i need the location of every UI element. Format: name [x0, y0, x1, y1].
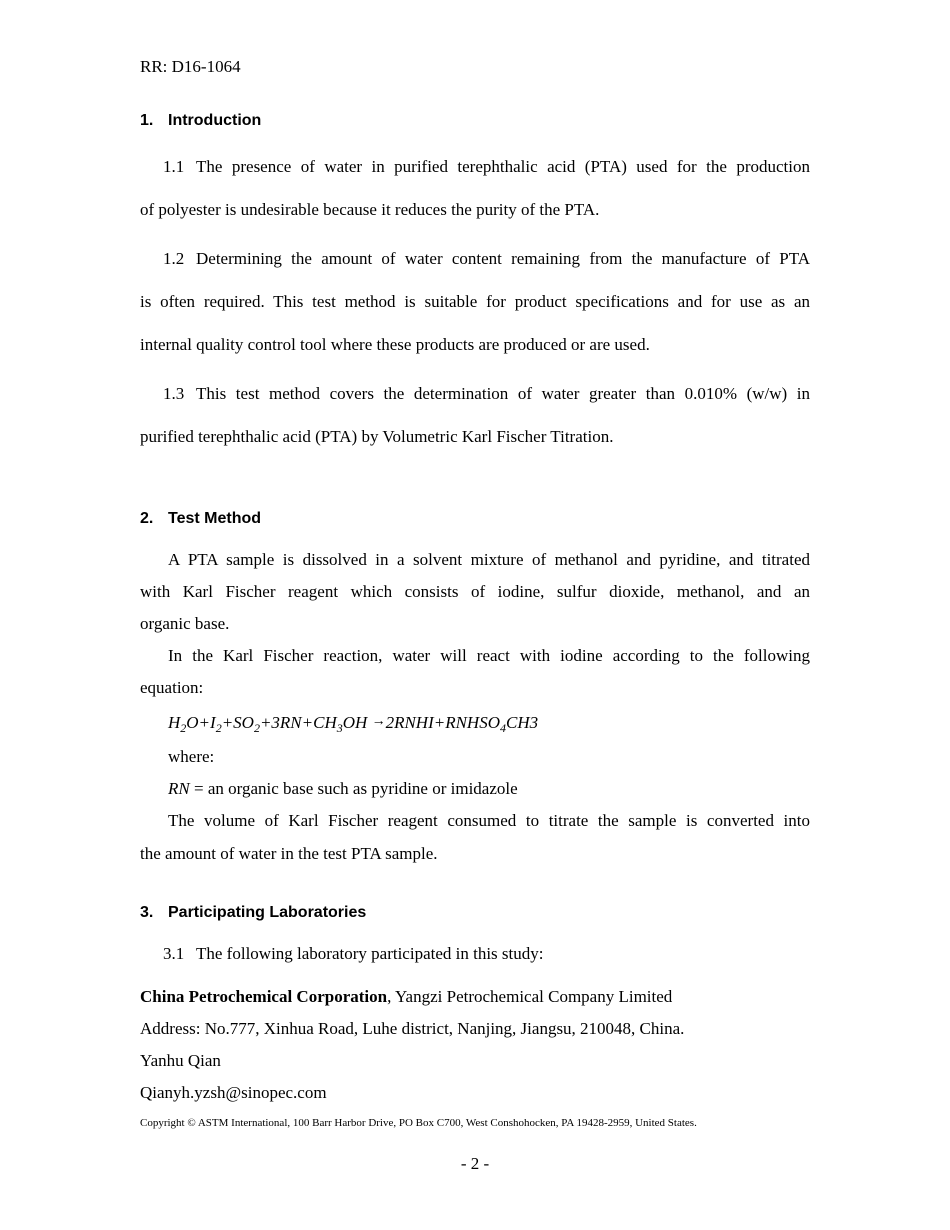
paragraph-1-2-line-1: 1.2 Determining the amount of water content remaining from the manufacture of PTA — [163, 249, 810, 268]
paragraph-3-1-number: 3.1 — [163, 944, 185, 963]
paragraph-1-3-line-1: 1.3 This test method covers the determination of water greater than 0.010% (w/w) in — [163, 384, 810, 403]
section-2-number: 2. — [140, 510, 154, 527]
lab-org-name: China Petrochemical Corporation — [140, 987, 388, 1006]
section-3-number: 3. — [140, 904, 154, 921]
karl-fischer-equation: $H_2O+I_2+SO_2+3RN+CH_3OH$ $\to 2RNHI+RNHSO_4CH3$ — [168, 713, 539, 735]
rn-symbol: RN — [168, 779, 190, 798]
lab-contact-name: Yanhu Qian — [140, 1051, 221, 1070]
lab-organization — [140, 987, 810, 1007]
method-para-2-line-2: equation: — [140, 678, 204, 697]
section-1-number: 1. — [140, 112, 154, 129]
report-id: RR: D16-1064 — [140, 57, 241, 76]
paragraph-1-3-line-2: purified terephthalic acid (PTA) by Volumetric Karl Fischer Titration. — [140, 427, 614, 446]
section-1-title: Introduction — [168, 112, 262, 129]
paragraph-1-1-line-2: of polyester is undesirable because it reduces the purity of the PTA. — [140, 200, 600, 219]
section-1-heading — [140, 112, 261, 130]
rn-definition: RN = an organic base such as pyridine or imidazole — [168, 779, 518, 798]
paragraph-1-1-line-1: 1.1 The presence of water in purified terephthalic acid (PTA) used for the production — [163, 157, 810, 176]
page-number: - 2 - — [460, 1154, 490, 1173]
reaction-arrow-icon: → — [371, 714, 386, 729]
method-para-1-line-1: A PTA sample is dissolved in a solvent mixture of methanol and pyridine, and titrated — [168, 550, 810, 569]
paragraph-1-2-line-2: is often required. This test method is suitable for product specifications and for use as an — [140, 292, 810, 311]
paragraph-1-1-number: 1.1 — [163, 157, 185, 176]
section-2-title: Test Method — [168, 510, 262, 527]
paragraph-1-2-number: 1.2 — [163, 249, 185, 268]
lab-company-name: , Yangzi Petrochemical Company Limited — [387, 987, 673, 1006]
section-3-title: Participating Laboratories — [168, 904, 367, 921]
paragraph-1-3-number: 1.3 — [163, 384, 185, 403]
lab-contact-email: Qianyh.yzsh@sinopec.com — [140, 1083, 327, 1102]
paragraph-3-1: 3.1 The following laboratory participated in this study: — [163, 944, 544, 963]
method-para-1-line-2: with Karl Fischer reagent which consists of iodine, sulfur dioxide, methanol, and an — [140, 582, 810, 601]
section-2-heading — [140, 510, 261, 528]
method-para-1-line-3: organic base. — [140, 614, 230, 633]
method-para-3-line-1: The volume of Karl Fischer reagent consumed to titrate the sample is converted into — [168, 811, 810, 830]
copyright-notice: Copyright © ASTM International, 100 Barr Harbor Drive, PO Box C700, West Conshohocken, PA 19428-2959, United States. — [140, 1117, 697, 1129]
method-para-3-line-2: the amount of water in the test PTA sample. — [140, 844, 438, 863]
section-3-heading — [140, 904, 366, 922]
where-label: where: — [168, 747, 215, 766]
method-para-2-line-1: In the Karl Fischer reaction, water will react with iodine according to the following — [168, 646, 810, 665]
lab-address: Address: No.777, Xinhua Road, Luhe district, Nanjing, Jiangsu, 210048, China. — [140, 1019, 685, 1038]
paragraph-1-2-line-3: internal quality control tool where these products are produced or are used. — [140, 335, 650, 354]
